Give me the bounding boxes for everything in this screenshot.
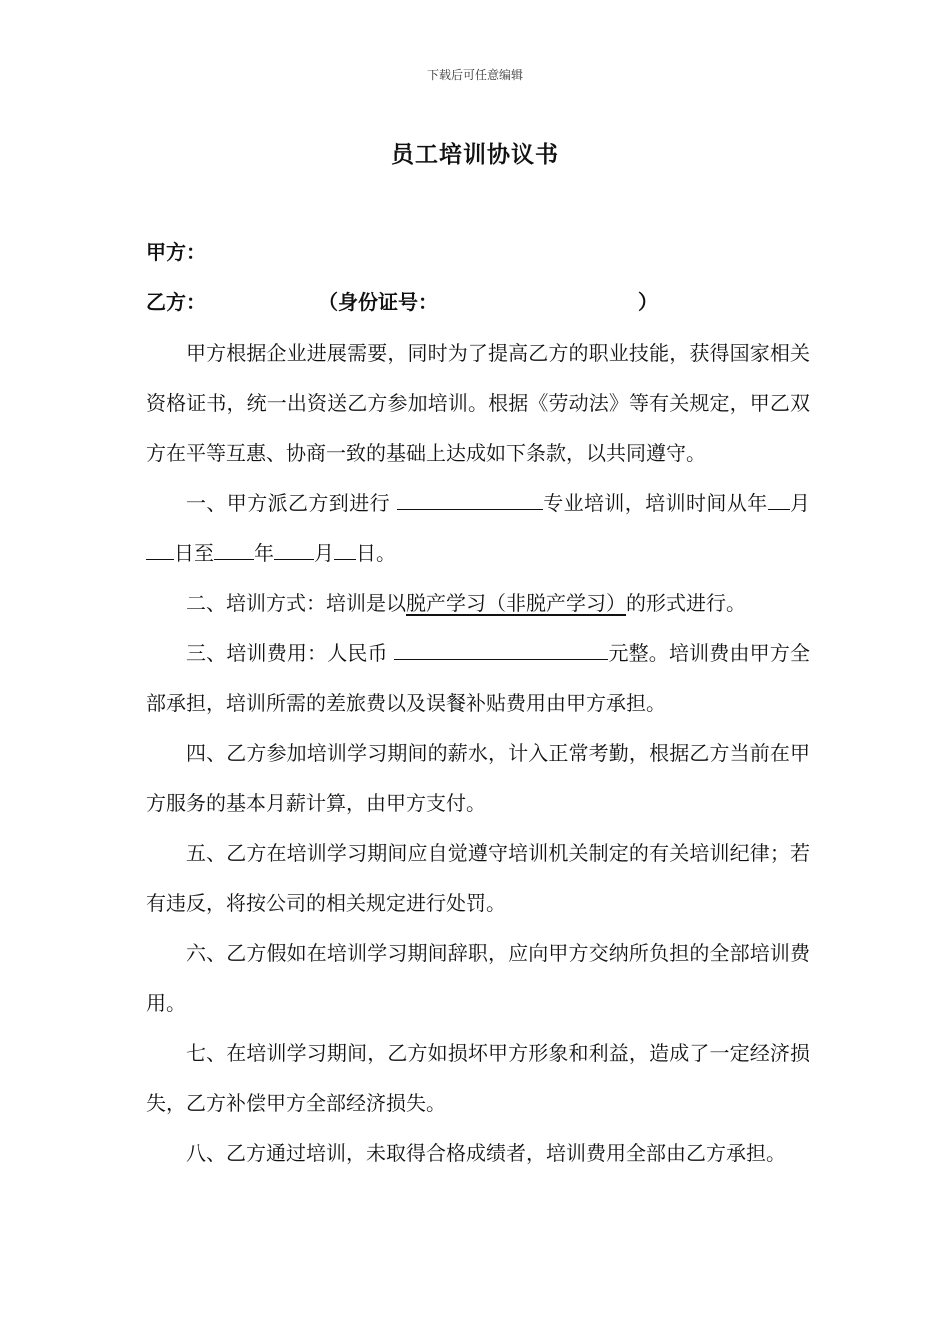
- end-year-label: 年: [254, 541, 274, 565]
- start-day-blank: [146, 538, 174, 560]
- clause-2-text-a: 二、培训方式：培训是以: [186, 591, 406, 615]
- party-b-close: ）: [638, 290, 658, 314]
- start-month-blank: [768, 488, 790, 510]
- party-a-line: [146, 236, 206, 265]
- end-month-label: 月: [314, 541, 334, 565]
- end-day-blank: [334, 538, 356, 560]
- agreement-body: [146, 328, 810, 1178]
- clause-6: 六、乙方假如在培训学习期间辞职，应向甲方交纳所负担的全部培训费用。: [146, 941, 810, 1015]
- clause-3-text-a: 三、培训费用：人民币: [186, 641, 388, 665]
- clause-7: 七、在培训学习期间，乙方如损坏甲方形象和利益，造成了一定经济损失，乙方补偿甲方全部经济损失。: [146, 1041, 810, 1115]
- clause-3: [146, 628, 810, 728]
- clause-1-text-a: 一、甲方派乙方到进行: [186, 491, 391, 515]
- start-month-label: 月: [789, 491, 811, 515]
- clause-1-text-b: 专业培训，培训时间从: [542, 491, 748, 515]
- clause-8: 八、乙方通过培训，未取得合格成绩者，培训费用全部由乙方承担。: [186, 1141, 786, 1165]
- training-program-blank: [397, 488, 543, 510]
- end-year-blank: [214, 538, 254, 560]
- end-month-blank: [274, 538, 314, 560]
- intro-paragraph: 甲方根据企业进展需要，同时为了提高乙方的职业技能，获得国家相关资格证书，统一出资送乙方参加培训。根据《劳动法》等有关规定，甲乙双方在平等互惠、协商一致的基础上达成如下条款，以共同遵守。: [146, 341, 810, 465]
- training-mode-underlined: 脱产学习（非脱产学习）: [406, 591, 626, 615]
- party-a-label: 甲方：: [146, 240, 206, 264]
- start-day-label: 日至: [174, 541, 214, 565]
- clause-2: [146, 578, 810, 628]
- party-b-id-label: （身份证号：: [318, 290, 438, 314]
- clause-2-text-b: 的形式进行。: [626, 591, 746, 615]
- end-day-label: 日。: [356, 541, 396, 565]
- party-b-label: 乙方：: [146, 290, 206, 314]
- party-b-line: [146, 286, 658, 315]
- page-header: 下载后可任意编辑: [426, 68, 523, 82]
- start-year-label: 年: [747, 491, 768, 515]
- clause-3-text-b: 元整。培训费由甲方全部承担，培训所需的差旅费以及误餐补贴费用由甲方承担。: [146, 641, 810, 715]
- fee-amount-blank: [394, 638, 608, 660]
- document-title: 员工培训协议书: [391, 141, 559, 168]
- clause-1: [146, 478, 810, 578]
- clause-4: 四、乙方参加培训学习期间的薪水，计入正常考勤，根据乙方当前在甲方服务的基本月薪计算，由甲方支付。: [146, 741, 810, 815]
- clause-5: 五、乙方在培训学习期间应自觉遵守培训机关制定的有关培训纪律；若有违反，将按公司的相关规定进行处罚。: [146, 841, 810, 915]
